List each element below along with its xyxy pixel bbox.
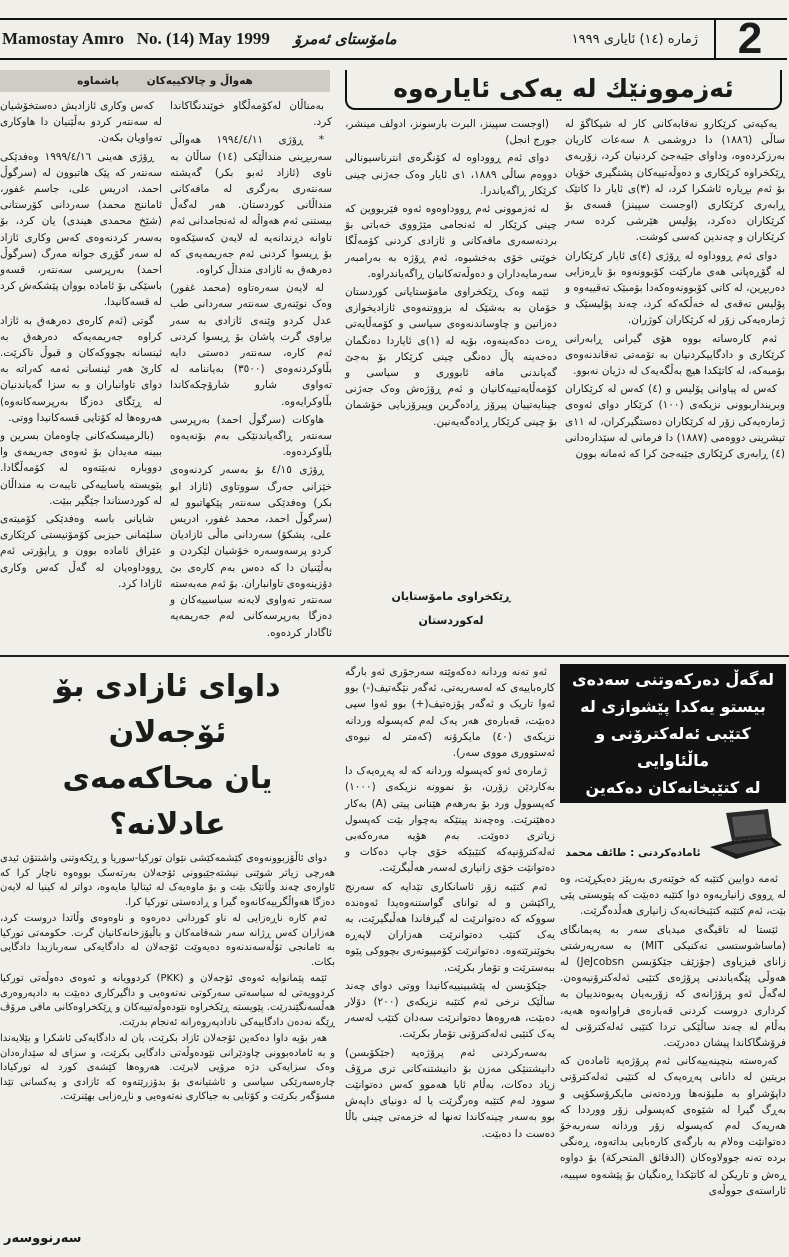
paragraph: ئەم کارەساتە بووە هۆی گیرانی ڕابەرانی کرێکاری و دادگاییکردنیان بە تۆمەتی تەقاندنەوەی بۆمبەکە، لە کاتێکدا هیچ بەڵگەیەک لە دژیان نەبوو. bbox=[565, 332, 785, 378]
news-col-a bbox=[170, 98, 332, 639]
ocalan-headline bbox=[0, 664, 335, 848]
paragraph: ئێستا لە تاقیگەی میدیای سەر بە پەیمانگای (ماساشوستسی تەکنیکی MIT) بە سەرپەرشتی زانای فیزیاوی (جۆزێف جێکۆبسن JeJcobsn) لە هەوڵی پێگەیاندنی پرۆژەی کتێبی ئەلەکترۆنیەوەن. لەگەڵ ئەو پرۆژانەی کە زۆربەیان پەیوەندییان بە کرداری دروست کردنی قەبارەی فراوانەوە هەیە، بەڵام لە چەند ساڵێکی تردا کتێبی ئەلەکترۆنی لە فرۆشگاکاندا پیشان دەدرێت. bbox=[560, 923, 787, 1050]
paragraph: جێکۆبسن لە پێشبینییەکانیدا ووتی دوای چەند ساڵێک نرخی ئەم کتێبە نزیکەی (٢٠٠) دۆلار دەبێت، هەروەها دەتوانرێت سەدان کتێب لەسەر یەک کتێبی ئەلەکترۆنی تۆمار بکرێت. bbox=[345, 979, 555, 1041]
may-day-col-left bbox=[345, 116, 557, 569]
ebook-byline: ئامادەکردنی : طائف محمد bbox=[565, 847, 701, 859]
paragraph: ئەمە دوایین کتێبە کە خوێنەری بەرپێز دەیکڕێت، وە لە ڕووی زانیاریەوە دوا کتێبە دەبێت کە پێویستی پێی بێت، ئەم کتێبە کتێبخانەیەک زانیاری هەڵدەگرێت. bbox=[560, 873, 786, 918]
continued-label: پاشماوە bbox=[77, 75, 120, 87]
paragraph: ژمارەی ئەو کەپسولە وردانە کە لە پەڕەیەک دا بەکاردێن زۆرن، بۆ نموونە نزیکەی (١٠٠٠) کەپسوول ورد بۆ بەرهەم هێنانی پیتی (A) بەکار دەهێنرێت. وەچەند پیتێکە بەچوار بێت کەپسول زیاتری دەوێت. بەم هۆیە مەرەکەبی ئەلەکترۆنیەکە کتێبێکە خۆی چاپ دەکات و دەتوانێت خۆی زانیاری لەسەر هەڵبگرێت. bbox=[345, 765, 555, 875]
paragraph: ئێمە وەک ڕێکخراوی مامۆستایانی کوردستان خۆمان بە بەشێک لە بزووتنەوەی ئازادیخوازی دەزانین و چاوساندنەوەی سیاسی و کۆمەڵایەتی ڕەت دەکەینەوە، بۆیە لە (١)ی ئایاردا دەنگمان دەخەینە پاڵ دەنگی چینی کرێکار بۆ بەجێ گەیاندنی مافە ئابووری و سیاسی و کۆمەڵایەتییەکانیان و ئەم ڕۆژەش وەک جەژنی چینایەتییان پیرۆز ڕادەگرین وپیرۆزبایی خۆشمان بۆ چینی کرێکار ڕادەگەیەنین. bbox=[345, 286, 557, 428]
ebook-body bbox=[560, 871, 786, 1248]
news-section-header bbox=[0, 70, 330, 92]
laptop-photo bbox=[706, 809, 786, 865]
paragraph: شایانی باسە وەفدێکی کۆمیتەی سلێمانی حیزبی کۆمۆنیستی کرێکاری عێراق ئامادە بوون و ڕاپۆرتی ئەم ڕووداوەیان لە گەڵ کەس وکاری ئازادا کرد. bbox=[0, 513, 162, 590]
paragraph: بەسەرکردنی ئەم پرۆژەیە (جێکۆبسن) دانیشتنێکی مەزن بۆ دانیشتنەکانی تری مرۆڤ زیاد دەکات، بەڵام ئایا هەموو کەس دەتوانێت سوود لەم کتێبە وەرگرێت یا لە دونیای داپەش بوو بەسەر چینەکاندا تەنها لە خزمەتی چینی باڵا دەست دا دەبێت. bbox=[345, 1046, 555, 1140]
may-day-byline-place: لەکوردستان bbox=[418, 614, 484, 627]
issue-info: ژمارە (١٤) ئایاری ١٩٩٩ bbox=[571, 31, 698, 47]
paragraph: ئەو تەنە وردانە دەکەوێتە سەرجۆری ئەو بارگە کارەباییەی کە لەسەریەتی، ئەگەر نێگەتیف(-) بوو ئەوا تاریک و ئەگەر پۆزەتیف(+) بوو ئەوا سپی دەبێت، قەبارەی هەر یەک لەم کەپسولە وردانە نزیکەی (٤٠) مایکرۆنە (کەمتر لە نیوەی ئەستووری مووی سەر). bbox=[345, 666, 555, 760]
ebook-headline-line: لەگەڵ دەرکەوتنی سەدەی bbox=[571, 670, 775, 689]
masthead-kurdish-title: مامۆستای ئەمرۆ bbox=[293, 30, 397, 48]
paragraph: ڕۆژی ٤/١٥ بۆ بەسەر کردنەوەی خێزانی جەرگ سووتاوی (ئازاد ابو بکر) وەفدێکی سەنتەر پێکهاتبوو لە (سرگوڵ احمد، محمد غفور، ادریس علی، پشکۆ) سەردانی ماڵی ئازادیان کردو پرسەوسەرە خۆشیان لێکردن و بەڵێنیان دا کە دەس بەم کارەی بێ دۆزینەوەی تاوانباران. بۆ ئەم مەبەستە سەنتەر تەواوی لایەنە سیاسییەکان و دەزگا بەرپرسەکانی لەم جەریمەیە ئاگادار کردەوە. bbox=[170, 464, 332, 639]
paragraph: هەر بۆیە داوا دەکەین ئۆجەلان ئازاد بکرێت، یان لە دادگایەکی ئاشکرا و بێلایەندا و بە ئامادەبوونی چاودێرانی نێودەوڵەتی دادگایی بکرێت، و سزای لە سێدارەدان وەک سزایەکی دژە مرۆیی لابرێت. هەروەها کێشەی کورد لە تورکیادا چارەسەرێکی سیاسی و ئاشتیانەی بۆ بدۆزرێتەوە کە ئازادی و یەکسانی تێدا مسۆگەر بکرێت و کۆتایی بە جیاکاری نەتەوەیی و ناڕەزایی بهێنرێت. bbox=[0, 1033, 335, 1102]
paragraph: بەمناڵان لەکۆمەڵگاو خوێندنگاکاندا کرد. bbox=[170, 100, 332, 129]
ebook-headline-line: لە کتێبخانەکان دەکەین bbox=[585, 778, 761, 797]
paragraph: ئەم کارە ناڕەزایی لە ناو کوردانی دەرەوە و ناوەوەی وڵاتدا دروست کرد، هەزاران کەس ڕژانە سەر شەقامەکان و باڵیۆزخانەکانیان گرت. حکومەتی تورکیا بە ئامانجی تۆڵەسەندنەوە دەیەوێت ئۆجەلان لە دادگایەکی سەربازیدا دادگایی بکات. bbox=[0, 913, 335, 968]
ebook-photo-row bbox=[560, 809, 786, 865]
section-divider bbox=[0, 655, 789, 657]
paragraph: هاوکات (سرگوڵ احمد) بەرپرسی سەنتەر ڕاگەیاندنێکی بەم بۆنەیەوە بڵاوکردەوە. bbox=[170, 413, 332, 459]
ocalan-signature: سەرنووسەر bbox=[4, 1231, 82, 1246]
may-day-col-right bbox=[565, 116, 785, 644]
news-section-title: هەواڵ و چالاکییەکان bbox=[146, 75, 253, 87]
masthead-english-title: Mamostay Amro No. (14) May 1999 bbox=[2, 29, 270, 48]
paragraph: کەس لە پیاوانی پۆلیس و (٤) کەس لە کرێکاران وبرینداربوونی نزیکەی (١٠٠) کرێکار دوای ئەوەی ژمارەیەکی زۆر لە کرێکاران دەستگیرکران، لە ١١ی تیشرینی دووەمی (١٨٨٧) دا فرمانی لە سێدارەدانی (٤) ڕابەری کرێکاری جێبەجێ کرا کە ئەمانە بوون bbox=[565, 383, 785, 461]
paragraph: (اوجست سپینز، البرت بارسونز، ادولف مینشر، جورج انجل) bbox=[345, 118, 557, 147]
paragraph: کەس وکاری ئازادیش دەستخۆشیان لە سەنتەر کردو بەڵێنیان دا هاوکاری تەواویان بکەن. bbox=[0, 100, 162, 145]
masthead bbox=[0, 14, 787, 63]
ebook-article bbox=[560, 664, 786, 1248]
paragraph: کەرەستە بنچینەییەکانی ئەم پرۆژەیە ئامادەن کە بریتین لە دانانی پەڕەیەک لە کتێبی ئەلەکترۆنی داپۆشراو بە ملیۆنەها وردەتەنی مایکرۆسکۆپی و بەڕگ گیرا لە شێوەی کەپسولی زۆر وورددا کە هەریەک لەم کەپسولە زۆر وردانە سەربەخۆ دەتوانێت وەلام بە بارگەی کارەبایی بداتەوە، ڕەنگی بردە تەنە جوولاوەکان (الدقائق المتحرکة) بۆ دواوە ڕەش و تاریکن لە کاتێکدا ڕەنگیان بۆ پێشەوە سپییە، ئاراستەی جووڵەی bbox=[560, 1055, 786, 1197]
paragraph: * ڕۆژی ١٩٩٤/٤/١١ هەواڵی سەربڕینی منداڵێکی (١٤) ساڵان بە ناوی (ئازاد ئەبو بکر) گەیشتە سەنتەری بەرگری لە مافەکانی منداڵانی کوردستان. هەر لەگەڵ بیستنی ئەم هەواڵە لە ئەنجامدانی ئەم تاوانە دڕندانەیە لە لایەن کەسێکەوە بۆ ڕیسوا کردنی ئەم جەریمەیەی کە دەرهەق بە ئازادی منداڵ کراوە. bbox=[170, 134, 332, 277]
paragraph: لە لایەن سەرەتاوە (محمد غفور) وەک نوێنەری سەنتەر سەردانی طب عدل کردو وێنەی ئازادی بە سەر بڕاوی گرت پاشان بۆ ڕیسوا کردنی ئەم کارە، سەنتەر دەستی دایە بڵاوکردنەوەی (٣٥٠٠) بەیاننامە لە تەواوی شارو شارۆچکەکاندا بڵاوکرایەوە. bbox=[170, 282, 332, 408]
page-number: 2 bbox=[714, 19, 784, 59]
paragraph: لە ئەزموونی ئەم ڕووداوەوە ئەوە فێربووین کە چینی کرێکار لە ئەنجامی مێژووی خەباتی بۆ بردنەسەری مافەکانی و ئازادی کردنی کۆمەڵگا خوێنی خۆی بەخشیوە، ئەم ڕۆژە بە بەرامبەر سەرمایەداران و دەوڵەتەکانیان ڕاگەیاندراوە. bbox=[345, 203, 557, 280]
ebook-headline-box bbox=[560, 664, 786, 803]
ocalan-headline-line-2: یان محاکەمەی عادلانە؟ bbox=[62, 761, 273, 842]
may-day-headline: ئەزموونێك لە یەکی ئایارەوە bbox=[345, 70, 782, 110]
paragraph: دوای ئاڵۆزبوونەوەی کێشمەکێشی نێوان تورکیا-سوریا و ڕێکەوتنی واشنتۆن ئیدی هەرچی زیاتر شوێنی نیشتەجێبوونی ئۆجەلان بەرتەسک بووەوە ناچار کرا کە ئاوارەی چەند وڵاتێک بێت و بۆ ماوەیەک لە ئیتالیا مایەوە، دواتر لە کینیا لە لایەن دەزگا هەواڵگرییەکانەوە گیرا و ڕادەستی تورکیا کرا. bbox=[0, 853, 335, 908]
paragraph: گوتی (ئەم کارەی دەرهەق بە ئازاد کراوە جەریمەیەکە دەرهەق بە ئینسانە بچووکەکان و قبوڵ ناکرێت. کارێ هەر ئینسانی ئەمە کەراتە بە دوای تاوانباران و بە سزا گەیاندنیان لە ڕێگای دەزگا بەرپرسەکانەوە) هەروەها لە کۆتایی قسەکانیدا ووتی. bbox=[0, 314, 162, 424]
paragraph: ڕۆژی هەینی ١٩٩٩/٤/١٦ وەفدێکی سەنتەر کە پێک هاتبوون لە (سرگوڵ احمد، ادریس علی، جاسم غفور، ئاماننج محمد) سەردانی کۆرستانی (شێخ محمدی هیندی) یان کرد، بۆ بەسەر کردنەوەی کەس وکاری ئازاد لە سەر گۆڕی جوانە مەرگ (سرگوڵ احمد) بەرپرسی سەنتەر، قسەو باسێکی بۆ ئامادە بووان پێشکەش کرد لە قسەکانیدا. bbox=[0, 150, 162, 309]
paragraph: دوای ئەم ڕووداوە لە کۆنگرەی انترناسیونالی دووەم ساڵی ١٨٨٩، ١ی ئایار وەک جەژنی چینی کرێکار ڕاگەیاندرا. bbox=[345, 152, 557, 197]
ocalan-article bbox=[0, 664, 335, 1248]
ebook-headline-line: کتێبی ئەلەکترۆنی و ماڵئاوایی bbox=[595, 724, 751, 770]
news-col-b bbox=[0, 98, 162, 590]
ocalan-body bbox=[0, 852, 335, 1225]
paragraph: یەکیەتی کرێکارو نەقابەکانی کار لە شیکاگۆ لە ساڵی (١٨٨٦) دا دروشمی ٨ سەعات کاریان بەرزکردەوە، وداوای جێبەجێ کردنیان کرد، زۆربەی ڕێکخراوە کرێکاری و دەوڵەتییەکان پشتگیری خۆیان بۆ ئەم بڕیارە ئاشکرا کرد، لە (٣)ی ئایار دا کاتێک ڕابەری کرێکاری (اوجست سپینز) قسەی بۆ کرێکاران دەکرد، پۆلیس هێرشی کردە سەر کرێکاران و چەندین کەسی کوشت. bbox=[565, 118, 786, 244]
ocalan-headline-line-1: داوای ئازادی بۆ ئۆجەلان bbox=[54, 669, 281, 750]
paragraph: ئەم کتێبە زۆر ئاسانکاری تێدایە کە سەرنج ڕاکێشن و لە توانای گواستنەوەیدا ئەوەندە سووکە کە دەتوانرێت لە گیرفاندا هەڵبگیرێت، بە یەک کتێب دەتوانرێت هەزاران لاپەڕە بخوێنرێتەوە. دەتوانرێت کۆمپیوتەری بچووکی پێوە ببەسترێت و تۆمار بکرێت. bbox=[345, 880, 555, 974]
may-day-byline-org: ڕێکخراوی مامۆستایان bbox=[391, 590, 511, 603]
paragraph: ئێمە پێمانوایە ئەوەی ئۆجەلان و (PKK) کردوویانە و ئەوەی دەوڵەتی تورکیا کردوویەتی لە سیاسەتی سەرکوتی نەتەوەیی و داگیرکاری دەبێت بە دادپەروەری هەڵسەنگێندرێت. پێویستە ڕێکخراوە نێودەوڵەتییەکان و ڕێکخراوەکانی مافی مرۆڤ ڕێگە نەدەن دادگاییەکی نادادپەروەرانە ئەنجام بدرێت. bbox=[0, 973, 335, 1028]
ebook-continued-col bbox=[345, 664, 555, 1247]
paragraph: (بالرمیسکەکانی چاوەمان بسرین و ببینە مەیدان بۆ ئەوەی جەریمەی وا دووبارە نەبێتەوە لە کۆمەڵگادا. پێویستە یاساییەکی تایبەت بە منداڵان لە کوردستاندا جێگیر ببێت. bbox=[0, 430, 162, 507]
paragraph: دوای ئەم ڕووداوە لە ڕۆژی (٤)ی ئایار کرێکاران لە گۆڕەپانی هەی مارکێت کۆبوونەوە بۆ ناڕەزایی دەربڕین، لە کاتی کۆبوونەوەکەدا بۆمبێک تەقییەوە و پۆلیس تەقەی لە خەڵکەکە کرد، چەند پۆلیسێک و ژمارەیەکی زۆر لە کرێکاران کوژران. bbox=[565, 249, 785, 327]
ebook-headline-line: بیستو یەکدا پێشوازی لە bbox=[580, 697, 766, 716]
